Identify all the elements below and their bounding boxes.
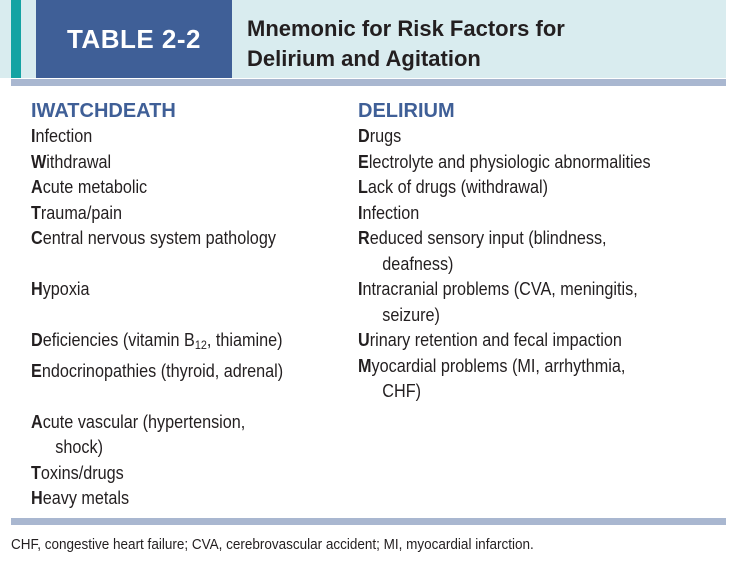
list-item xyxy=(31,277,319,303)
row-spacer xyxy=(31,252,351,278)
mnemonic-initial: D xyxy=(358,126,370,146)
mnemonic-initial: U xyxy=(358,330,370,350)
item-text: ithdrawal xyxy=(46,151,112,172)
item-text: rugs xyxy=(369,126,402,146)
item-text: ntracranial problems (CVA, meningitis, xyxy=(362,279,638,299)
mnemonic-initial: I xyxy=(358,279,363,299)
list-item xyxy=(358,328,682,354)
item-text: cute vascular (hypertension, xyxy=(42,411,246,432)
item-continuation: shock) xyxy=(55,437,104,457)
list-item xyxy=(358,277,682,328)
header-accent-strip xyxy=(11,0,21,78)
table-title-line-1: Mnemonic for Risk Factors for xyxy=(247,16,565,41)
delirium-column xyxy=(358,98,718,405)
table-number-label: TABLE 2-2 xyxy=(36,0,232,78)
item-text: eficiencies (vitamin B xyxy=(42,330,195,350)
mnemonic-initial: T xyxy=(31,462,41,483)
item-text: nfection xyxy=(35,126,93,146)
list-item xyxy=(31,201,319,227)
item-text: lectrolyte and physiologic abnormalities xyxy=(368,151,651,172)
item-text: ndocrinopathies (thyroid, adrenal) xyxy=(41,360,284,381)
item-text: yocardial problems (MI, arrhythmia, xyxy=(371,355,626,376)
row-spacer xyxy=(31,384,351,410)
list-item xyxy=(358,175,682,201)
item-continuation: seizure) xyxy=(382,304,440,325)
item-text: oxins/drugs xyxy=(40,462,124,483)
list-item xyxy=(31,328,319,359)
list-item xyxy=(31,226,319,252)
list-item xyxy=(358,354,682,405)
mnemonic-initial: W xyxy=(31,151,47,172)
mnemonic-initial: A xyxy=(31,411,43,432)
top-rule xyxy=(11,79,726,86)
item-text: cute metabolic xyxy=(42,177,148,197)
list-item xyxy=(31,410,319,461)
item-text: educed sensory input (blindness, xyxy=(369,228,607,248)
item-text: nfection xyxy=(362,202,420,223)
list-item xyxy=(31,486,319,512)
list-item xyxy=(358,150,682,176)
item-text: rauma/pain xyxy=(40,202,122,223)
mnemonic-initial: R xyxy=(358,228,370,248)
item-text: rinary retention and fecal impaction xyxy=(369,330,622,350)
row-spacer xyxy=(31,303,351,329)
delirium-heading: DELIRIUM xyxy=(358,100,455,122)
list-item xyxy=(31,461,319,487)
subscript-text: 12 xyxy=(194,338,207,352)
list-item xyxy=(31,359,319,385)
item-text: entral nervous system pathology xyxy=(42,228,276,248)
mnemonic-initial: A xyxy=(31,177,43,197)
mnemonic-initial: E xyxy=(358,151,369,172)
item-continuation: deafness) xyxy=(382,253,454,274)
mnemonic-initial: E xyxy=(31,360,42,381)
item-text-continued: , thiamine) xyxy=(206,330,283,350)
list-item xyxy=(31,150,319,176)
item-text: ack of drugs (withdrawal) xyxy=(367,177,548,197)
list-item xyxy=(358,226,682,277)
mnemonic-initial: T xyxy=(31,202,41,223)
mnemonic-initial: H xyxy=(31,488,43,508)
bottom-rule xyxy=(11,518,726,525)
mnemonic-initial: H xyxy=(31,279,43,299)
item-text: ypoxia xyxy=(42,279,90,299)
list-item xyxy=(31,124,319,150)
mnemonic-initial: D xyxy=(31,330,43,350)
table-footnote: CHF, congestive heart failure; CVA, cerebrovascular accident; MI, myocardial infarction. xyxy=(11,536,534,553)
table-title xyxy=(247,14,717,74)
mnemonic-initial: C xyxy=(31,228,43,248)
mnemonic-initial: M xyxy=(358,355,372,376)
mnemonic-initial: I xyxy=(31,126,36,146)
list-item xyxy=(31,175,319,201)
iwatchdeath-heading: IWATCHDEATH xyxy=(31,100,176,122)
mnemonic-initial: I xyxy=(358,202,363,223)
mnemonic-initial: L xyxy=(358,177,368,197)
item-text: eavy metals xyxy=(42,488,130,508)
iwatchdeath-column xyxy=(31,98,351,512)
list-item xyxy=(358,124,682,150)
list-item xyxy=(358,201,682,227)
table-title-line-2: Delirium and Agitation xyxy=(247,46,481,71)
item-continuation: CHF) xyxy=(382,381,421,401)
